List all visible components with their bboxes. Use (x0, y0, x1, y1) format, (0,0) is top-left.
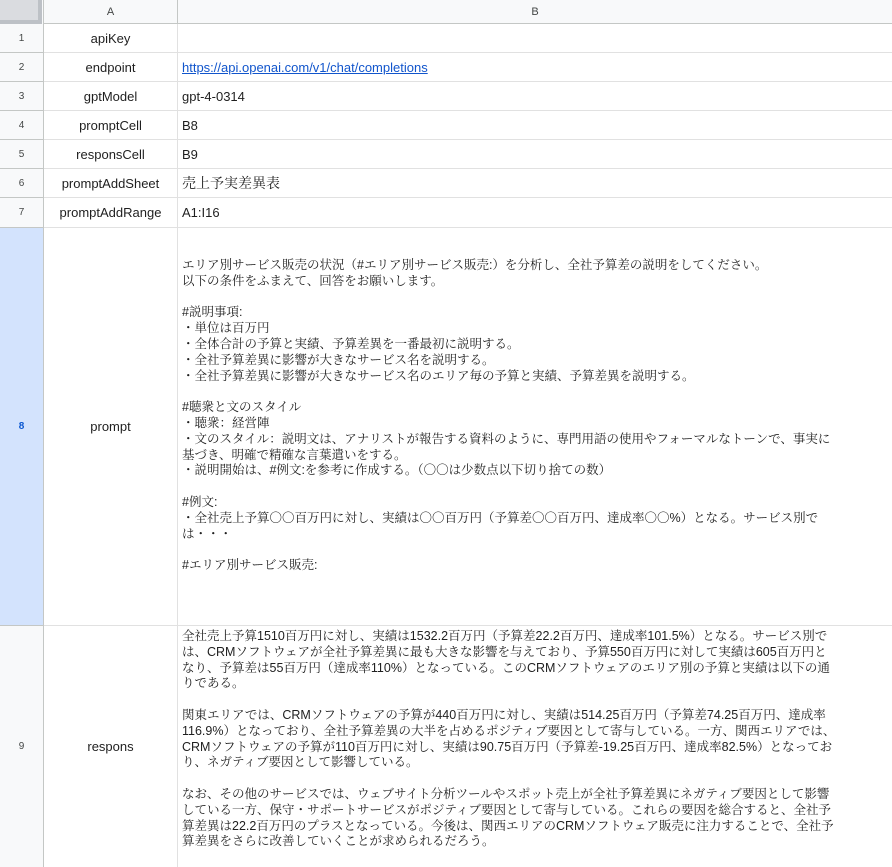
cell-b6[interactable]: 売上予実差異表 (178, 169, 892, 198)
row-header-4[interactable]: 4 (0, 111, 44, 140)
cell-a3[interactable]: gptModel (44, 82, 178, 111)
row-header-7[interactable]: 7 (0, 198, 44, 228)
row-header-9[interactable]: 9 (0, 626, 44, 867)
cell-b1[interactable] (178, 24, 892, 53)
cell-a7[interactable]: promptAddRange (44, 198, 178, 228)
select-all-shade (0, 0, 42, 24)
cell-b3[interactable]: gpt-4-0314 (178, 82, 892, 111)
row-header-5[interactable]: 5 (0, 140, 44, 169)
cell-a1[interactable]: apiKey (44, 24, 178, 53)
row-header-3[interactable]: 3 (0, 82, 44, 111)
cell-a4[interactable]: promptCell (44, 111, 178, 140)
cell-a5[interactable]: responsCell (44, 140, 178, 169)
cell-b7[interactable]: A1:I16 (178, 198, 892, 228)
row-header-8[interactable]: 8 (0, 228, 44, 626)
row-header-2[interactable]: 2 (0, 53, 44, 82)
column-header-row (0, 0, 892, 24)
column-header-b[interactable]: B (531, 6, 539, 18)
row-header-1[interactable]: 1 (0, 24, 44, 53)
row-header-6[interactable]: 6 (0, 169, 44, 198)
response-text: 全社売上予算1510百万円に対し、実績は1532.2百万円（予算差22.2百万円、達成率101.5%）となる。サービス別で は、CRMソフトウェアが全社予算差異に最も大きな影響を与えており、予算550百万円に対して実績は605百万円と なり、予算差は55百万円（達成率110%）となっている。このCRMソフトウェアのエリア別の予算と実績は以下の通 りである。 関東エリアでは、CRMソフトウェアの予算が440百万円に対し、実績は514.25百万円（予算差74.25百万円、達成率 116.9%）となっており、全社予算差異の大半を占めるポジティブ要因として寄与している。一方、関西エリアでは、 CRMソフトウェアの予算が110百万円に対し、実績は90.75百万円（予算差-19.25百万円、達成率82.5%）となってお り、ネガティブ要因として影響している。 なお、その他のサービスでは、ウェブサイト分析ツールやスポット売上が全社予算差異にネガティブ要因として影響 している一方、保守・サポートサービスがポジティブ要因として寄与している。これらの要因を総合すると、全社予 算差異は22.2百万円のプラスとなっている。今後は、関西エリアのCRMソフトウェア販売に注力することで、全社予 算差異をさらに改善していくことが求められるだろう。 (182, 629, 836, 849)
cell-a8[interactable]: prompt (44, 228, 178, 626)
cell-b8[interactable] (178, 228, 892, 626)
cell-a2[interactable]: endpoint (44, 53, 178, 82)
cell-b9[interactable] (178, 626, 892, 867)
cell-a9[interactable]: respons (44, 626, 178, 867)
cell-b2[interactable] (178, 53, 892, 82)
cell-a6[interactable]: promptAddSheet (44, 169, 178, 198)
cell-b5[interactable]: B9 (178, 140, 892, 169)
prompt-text: エリア別サービス販売の状況（#エリア別サービス販売:）を分析し、全社予算差の説明をしてください。 以下の条件をふまえて、回答をお願いします。 #説明事項: ・単位は百万円 ・全体合計の予算と実績、予算差異を一番最初に説明する。 ・全社予算差異に影響が大きなサービス名を説明する。 ・全社予算差異に影響が大きなサービス名のエリア毎の予算と実績、予算差異を説明する。 #聴衆と文のスタイル ・聴衆：経営陣 ・文のスタイル：説明文は、アナリストが報告する資料のように、専門用語の使用やフォーマルなトーンで、事実に 基づき、明確で精確な言葉遣いをする。 ・説明開始は、#例文:を参考に作成する。（〇〇は少数点以下切り捨ての数） #例文: ・全社売上予算〇〇百万円に対し、実績は〇〇百万円（予算差〇〇百万円、達成率〇〇%）となる。サービス別で は・・・ #エリア別サービス販売: (182, 258, 831, 573)
column-header-a[interactable]: A (44, 0, 178, 24)
select-all-corner[interactable] (0, 0, 44, 24)
endpoint-link[interactable]: https://api.openai.com/v1/chat/completions (182, 59, 428, 75)
cell-b4[interactable]: B8 (178, 111, 892, 140)
